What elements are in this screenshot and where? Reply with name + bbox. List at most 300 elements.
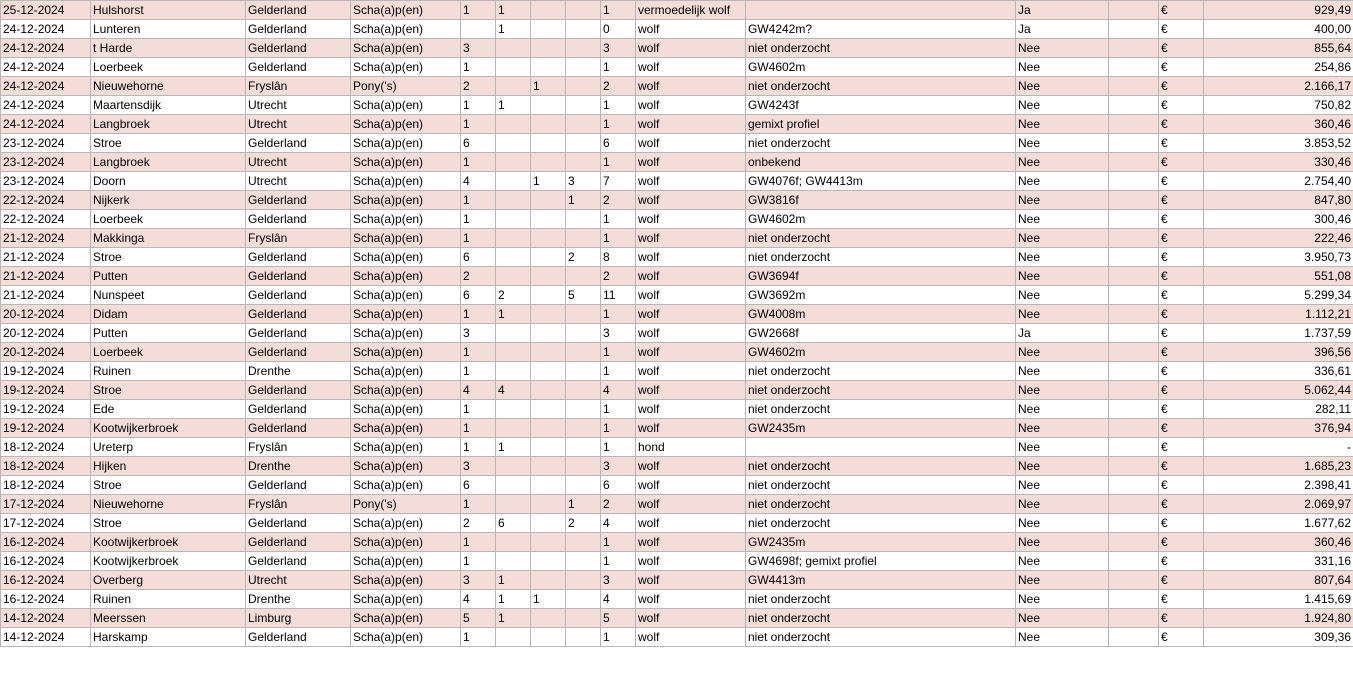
cell-n3[interactable] — [531, 39, 566, 58]
cell-n4[interactable] — [566, 400, 601, 419]
cell-total[interactable]: 2 — [601, 191, 636, 210]
cell-dna[interactable]: GW4602m — [746, 58, 1016, 77]
cell-date[interactable]: 19-12-2024 — [1, 400, 91, 419]
cell-n1[interactable]: 1 — [461, 362, 496, 381]
cell-n1[interactable]: 1 — [461, 153, 496, 172]
table-row[interactable] — [1, 343, 1353, 362]
cell-n2[interactable] — [496, 58, 531, 77]
cell-fence[interactable]: Nee — [1016, 438, 1109, 457]
cell-animal[interactable]: Scha(a)p(en) — [351, 609, 461, 628]
table-row[interactable] — [1, 438, 1353, 457]
cell-n1[interactable]: 3 — [461, 324, 496, 343]
cell-currency[interactable]: € — [1159, 286, 1204, 305]
cell-total[interactable]: 1 — [601, 229, 636, 248]
cell-n3[interactable] — [531, 343, 566, 362]
cell-total[interactable]: 1 — [601, 552, 636, 571]
cell-date[interactable]: 19-12-2024 — [1, 381, 91, 400]
cell-n2[interactable]: 1 — [496, 96, 531, 115]
cell-predator[interactable]: wolf — [636, 628, 746, 647]
cell-currency[interactable]: € — [1159, 628, 1204, 647]
cell-predator[interactable]: wolf — [636, 153, 746, 172]
cell-date[interactable]: 22-12-2024 — [1, 191, 91, 210]
cell-animal[interactable]: Pony('s) — [351, 77, 461, 96]
cell-fence[interactable]: Nee — [1016, 457, 1109, 476]
cell-n2[interactable] — [496, 343, 531, 362]
cell-total[interactable]: 1 — [601, 438, 636, 457]
cell-amount[interactable]: 1.924,80 — [1204, 609, 1353, 628]
cell-n4[interactable] — [566, 210, 601, 229]
cell-n1[interactable]: 1 — [461, 628, 496, 647]
cell-amount[interactable]: 396,56 — [1204, 343, 1353, 362]
cell-n4[interactable] — [566, 267, 601, 286]
table-row[interactable] — [1, 96, 1353, 115]
cell-amount[interactable]: 1.415,69 — [1204, 590, 1353, 609]
cell-date[interactable]: 24-12-2024 — [1, 39, 91, 58]
cell-predator[interactable]: wolf — [636, 514, 746, 533]
cell-total[interactable]: 2 — [601, 77, 636, 96]
cell-n1[interactable]: 1 — [461, 343, 496, 362]
cell-predator[interactable]: wolf — [636, 305, 746, 324]
cell-n4[interactable]: 2 — [566, 248, 601, 267]
cell-place[interactable]: Overberg — [91, 571, 246, 590]
cell-amount[interactable]: 2.754,40 — [1204, 172, 1353, 191]
cell-animal[interactable]: Scha(a)p(en) — [351, 172, 461, 191]
cell-total[interactable]: 6 — [601, 134, 636, 153]
cell-predator[interactable]: wolf — [636, 248, 746, 267]
cell-animal[interactable]: Scha(a)p(en) — [351, 1, 461, 20]
cell-province[interactable]: Limburg — [246, 609, 351, 628]
cell-fence[interactable]: Nee — [1016, 58, 1109, 77]
cell-predator[interactable]: wolf — [636, 381, 746, 400]
cell-place[interactable]: Makkinga — [91, 229, 246, 248]
cell-dna[interactable]: GW4602m — [746, 210, 1016, 229]
cell-amount[interactable]: 360,46 — [1204, 533, 1353, 552]
cell-place[interactable]: Putten — [91, 267, 246, 286]
cell-province[interactable]: Fryslân — [246, 229, 351, 248]
cell-province[interactable]: Utrecht — [246, 96, 351, 115]
cell-date[interactable]: 16-12-2024 — [1, 552, 91, 571]
cell-n3[interactable] — [531, 248, 566, 267]
cell-n3[interactable] — [531, 58, 566, 77]
cell-fence[interactable]: Nee — [1016, 39, 1109, 58]
cell-currency[interactable]: € — [1159, 248, 1204, 267]
cell-fence[interactable]: Ja — [1016, 1, 1109, 20]
cell-province[interactable]: Gelderland — [246, 39, 351, 58]
cell-blank[interactable] — [1109, 20, 1159, 39]
cell-dna[interactable]: niet onderzocht — [746, 134, 1016, 153]
cell-dna[interactable]: GW4602m — [746, 343, 1016, 362]
cell-n3[interactable] — [531, 362, 566, 381]
cell-date[interactable]: 19-12-2024 — [1, 362, 91, 381]
cell-n3[interactable] — [531, 229, 566, 248]
cell-n4[interactable] — [566, 590, 601, 609]
cell-currency[interactable]: € — [1159, 495, 1204, 514]
cell-n1[interactable]: 1 — [461, 419, 496, 438]
cell-province[interactable]: Gelderland — [246, 134, 351, 153]
cell-n4[interactable] — [566, 324, 601, 343]
cell-n2[interactable] — [496, 400, 531, 419]
cell-dna[interactable]: niet onderzocht — [746, 495, 1016, 514]
cell-animal[interactable]: Scha(a)p(en) — [351, 324, 461, 343]
cell-amount[interactable]: 360,46 — [1204, 115, 1353, 134]
cell-animal[interactable]: Scha(a)p(en) — [351, 267, 461, 286]
cell-place[interactable]: Ruinen — [91, 362, 246, 381]
cell-date[interactable]: 21-12-2024 — [1, 286, 91, 305]
cell-place[interactable]: Nunspeet — [91, 286, 246, 305]
cell-n4[interactable] — [566, 77, 601, 96]
cell-fence[interactable]: Nee — [1016, 609, 1109, 628]
cell-date[interactable]: 24-12-2024 — [1, 115, 91, 134]
cell-province[interactable]: Gelderland — [246, 58, 351, 77]
cell-dna[interactable]: GW3694f — [746, 267, 1016, 286]
cell-fence[interactable]: Nee — [1016, 343, 1109, 362]
cell-province[interactable]: Utrecht — [246, 571, 351, 590]
cell-fence[interactable]: Nee — [1016, 476, 1109, 495]
cell-n4[interactable]: 5 — [566, 286, 601, 305]
cell-n3[interactable] — [531, 210, 566, 229]
cell-currency[interactable]: € — [1159, 115, 1204, 134]
cell-n4[interactable] — [566, 20, 601, 39]
cell-province[interactable]: Gelderland — [246, 400, 351, 419]
cell-currency[interactable]: € — [1159, 533, 1204, 552]
cell-date[interactable]: 18-12-2024 — [1, 438, 91, 457]
cell-predator[interactable]: wolf — [636, 229, 746, 248]
cell-total[interactable]: 1 — [601, 305, 636, 324]
cell-place[interactable]: Hijken — [91, 457, 246, 476]
cell-total[interactable]: 1 — [601, 628, 636, 647]
cell-amount[interactable]: 1.677,62 — [1204, 514, 1353, 533]
cell-fence[interactable]: Nee — [1016, 77, 1109, 96]
cell-n1[interactable]: 1 — [461, 96, 496, 115]
cell-province[interactable]: Drenthe — [246, 362, 351, 381]
cell-n1[interactable]: 1 — [461, 229, 496, 248]
cell-fence[interactable]: Nee — [1016, 552, 1109, 571]
cell-amount[interactable]: 807,64 — [1204, 571, 1353, 590]
cell-currency[interactable]: € — [1159, 552, 1204, 571]
table-row[interactable] — [1, 267, 1353, 286]
cell-total[interactable]: 6 — [601, 476, 636, 495]
cell-currency[interactable]: € — [1159, 381, 1204, 400]
cell-n1[interactable]: 5 — [461, 609, 496, 628]
cell-n3[interactable] — [531, 324, 566, 343]
cell-place[interactable]: Lunteren — [91, 20, 246, 39]
cell-fence[interactable]: Ja — [1016, 324, 1109, 343]
cell-predator[interactable]: wolf — [636, 533, 746, 552]
cell-fence[interactable]: Nee — [1016, 286, 1109, 305]
cell-amount[interactable]: 5.062,44 — [1204, 381, 1353, 400]
cell-animal[interactable]: Scha(a)p(en) — [351, 96, 461, 115]
cell-province[interactable]: Gelderland — [246, 552, 351, 571]
cell-date[interactable]: 18-12-2024 — [1, 457, 91, 476]
cell-n4[interactable] — [566, 1, 601, 20]
cell-n4[interactable] — [566, 115, 601, 134]
cell-total[interactable]: 2 — [601, 267, 636, 286]
cell-animal[interactable]: Scha(a)p(en) — [351, 229, 461, 248]
cell-currency[interactable]: € — [1159, 419, 1204, 438]
cell-amount[interactable]: 336,61 — [1204, 362, 1353, 381]
cell-n1[interactable]: 1 — [461, 210, 496, 229]
cell-predator[interactable]: wolf — [636, 191, 746, 210]
cell-n3[interactable] — [531, 571, 566, 590]
cell-total[interactable]: 1 — [601, 362, 636, 381]
cell-total[interactable]: 8 — [601, 248, 636, 267]
cell-fence[interactable]: Nee — [1016, 267, 1109, 286]
table-row[interactable] — [1, 191, 1353, 210]
cell-blank[interactable] — [1109, 1, 1159, 20]
cell-blank[interactable] — [1109, 495, 1159, 514]
cell-n3[interactable] — [531, 134, 566, 153]
cell-n3[interactable] — [531, 419, 566, 438]
cell-blank[interactable] — [1109, 590, 1159, 609]
cell-animal[interactable]: Scha(a)p(en) — [351, 514, 461, 533]
cell-fence[interactable]: Nee — [1016, 590, 1109, 609]
cell-date[interactable]: 21-12-2024 — [1, 267, 91, 286]
cell-amount[interactable]: 282,11 — [1204, 400, 1353, 419]
cell-date[interactable]: 18-12-2024 — [1, 476, 91, 495]
table-row[interactable] — [1, 20, 1353, 39]
cell-n1[interactable]: 1 — [461, 305, 496, 324]
cell-place[interactable]: Doorn — [91, 172, 246, 191]
table-row[interactable] — [1, 115, 1353, 134]
cell-place[interactable]: Nieuwehorne — [91, 495, 246, 514]
cell-place[interactable]: Langbroek — [91, 115, 246, 134]
cell-n1[interactable]: 1 — [461, 495, 496, 514]
cell-animal[interactable]: Scha(a)p(en) — [351, 210, 461, 229]
cell-dna[interactable]: niet onderzocht — [746, 609, 1016, 628]
cell-animal[interactable]: Scha(a)p(en) — [351, 305, 461, 324]
cell-fence[interactable]: Nee — [1016, 400, 1109, 419]
cell-currency[interactable]: € — [1159, 267, 1204, 286]
cell-date[interactable]: 24-12-2024 — [1, 96, 91, 115]
cell-n3[interactable] — [531, 400, 566, 419]
cell-blank[interactable] — [1109, 96, 1159, 115]
cell-blank[interactable] — [1109, 248, 1159, 267]
cell-n1[interactable]: 3 — [461, 39, 496, 58]
cell-predator[interactable]: hond — [636, 438, 746, 457]
cell-dna[interactable]: niet onderzocht — [746, 77, 1016, 96]
cell-place[interactable]: t Harde — [91, 39, 246, 58]
cell-n1[interactable]: 1 — [461, 115, 496, 134]
cell-n1[interactable]: 1 — [461, 58, 496, 77]
table-row[interactable] — [1, 457, 1353, 476]
table-row[interactable] — [1, 39, 1353, 58]
cell-currency[interactable]: € — [1159, 514, 1204, 533]
cell-n4[interactable] — [566, 39, 601, 58]
cell-n2[interactable] — [496, 552, 531, 571]
cell-predator[interactable]: wolf — [636, 39, 746, 58]
cell-n3[interactable] — [531, 628, 566, 647]
cell-n1[interactable]: 2 — [461, 514, 496, 533]
table-row[interactable] — [1, 305, 1353, 324]
cell-date[interactable]: 16-12-2024 — [1, 533, 91, 552]
cell-dna[interactable]: GW4413m — [746, 571, 1016, 590]
cell-province[interactable]: Drenthe — [246, 457, 351, 476]
cell-amount[interactable]: 2.166,17 — [1204, 77, 1353, 96]
cell-predator[interactable]: wolf — [636, 571, 746, 590]
cell-blank[interactable] — [1109, 267, 1159, 286]
cell-n4[interactable] — [566, 552, 601, 571]
cell-total[interactable]: 11 — [601, 286, 636, 305]
cell-fence[interactable]: Nee — [1016, 495, 1109, 514]
cell-blank[interactable] — [1109, 324, 1159, 343]
cell-n3[interactable] — [531, 286, 566, 305]
cell-total[interactable]: 7 — [601, 172, 636, 191]
cell-blank[interactable] — [1109, 115, 1159, 134]
table-row[interactable] — [1, 609, 1353, 628]
cell-total[interactable]: 3 — [601, 39, 636, 58]
cell-amount[interactable]: 331,16 — [1204, 552, 1353, 571]
cell-animal[interactable]: Scha(a)p(en) — [351, 628, 461, 647]
cell-animal[interactable]: Scha(a)p(en) — [351, 533, 461, 552]
cell-n1[interactable]: 3 — [461, 457, 496, 476]
cell-fence[interactable]: Nee — [1016, 514, 1109, 533]
cell-n4[interactable] — [566, 362, 601, 381]
cell-n4[interactable]: 2 — [566, 514, 601, 533]
cell-n4[interactable]: 1 — [566, 191, 601, 210]
cell-n3[interactable] — [531, 514, 566, 533]
cell-n3[interactable] — [531, 381, 566, 400]
cell-province[interactable]: Gelderland — [246, 210, 351, 229]
cell-n2[interactable]: 1 — [496, 438, 531, 457]
cell-dna[interactable]: niet onderzocht — [746, 362, 1016, 381]
cell-predator[interactable]: wolf — [636, 115, 746, 134]
cell-date[interactable]: 24-12-2024 — [1, 20, 91, 39]
cell-date[interactable]: 23-12-2024 — [1, 172, 91, 191]
table-row[interactable] — [1, 229, 1353, 248]
cell-blank[interactable] — [1109, 172, 1159, 191]
cell-amount[interactable]: 3.950,73 — [1204, 248, 1353, 267]
table-row[interactable] — [1, 286, 1353, 305]
cell-province[interactable]: Utrecht — [246, 115, 351, 134]
cell-predator[interactable]: wolf — [636, 20, 746, 39]
cell-n2[interactable]: 1 — [496, 20, 531, 39]
table-row[interactable] — [1, 381, 1353, 400]
cell-n2[interactable] — [496, 628, 531, 647]
cell-currency[interactable]: € — [1159, 343, 1204, 362]
cell-dna[interactable]: gemixt profiel — [746, 115, 1016, 134]
cell-date[interactable]: 23-12-2024 — [1, 153, 91, 172]
cell-date[interactable]: 14-12-2024 — [1, 628, 91, 647]
cell-fence[interactable]: Nee — [1016, 381, 1109, 400]
cell-total[interactable]: 1 — [601, 58, 636, 77]
cell-n1[interactable]: 4 — [461, 172, 496, 191]
cell-n1[interactable]: 2 — [461, 77, 496, 96]
cell-total[interactable]: 4 — [601, 590, 636, 609]
cell-total[interactable]: 4 — [601, 514, 636, 533]
cell-currency[interactable]: € — [1159, 590, 1204, 609]
cell-dna[interactable]: GW4076f; GW4413m — [746, 172, 1016, 191]
cell-n2[interactable] — [496, 39, 531, 58]
cell-n4[interactable] — [566, 419, 601, 438]
cell-n4[interactable] — [566, 343, 601, 362]
cell-currency[interactable]: € — [1159, 457, 1204, 476]
cell-amount[interactable]: 1.112,21 — [1204, 305, 1353, 324]
cell-n2[interactable]: 6 — [496, 514, 531, 533]
cell-amount[interactable]: 929,49 — [1204, 1, 1353, 20]
cell-predator[interactable]: wolf — [636, 58, 746, 77]
cell-n4[interactable] — [566, 58, 601, 77]
cell-fence[interactable]: Nee — [1016, 153, 1109, 172]
cell-total[interactable]: 5 — [601, 609, 636, 628]
cell-n1[interactable] — [461, 20, 496, 39]
cell-n2[interactable]: 1 — [496, 590, 531, 609]
cell-blank[interactable] — [1109, 362, 1159, 381]
cell-place[interactable]: Kootwijkerbroek — [91, 533, 246, 552]
cell-n4[interactable] — [566, 381, 601, 400]
cell-n3[interactable] — [531, 438, 566, 457]
cell-n2[interactable]: 4 — [496, 381, 531, 400]
cell-currency[interactable]: € — [1159, 172, 1204, 191]
cell-date[interactable]: 21-12-2024 — [1, 248, 91, 267]
cell-place[interactable]: Meerssen — [91, 609, 246, 628]
cell-predator[interactable]: wolf — [636, 476, 746, 495]
cell-n2[interactable]: 1 — [496, 1, 531, 20]
cell-n2[interactable] — [496, 210, 531, 229]
cell-n2[interactable]: 2 — [496, 286, 531, 305]
cell-place[interactable]: Stroe — [91, 248, 246, 267]
cell-blank[interactable] — [1109, 229, 1159, 248]
cell-n1[interactable]: 4 — [461, 590, 496, 609]
cell-amount[interactable]: 300,46 — [1204, 210, 1353, 229]
cell-place[interactable]: Loerbeek — [91, 210, 246, 229]
table-row[interactable] — [1, 495, 1353, 514]
cell-place[interactable]: Ureterp — [91, 438, 246, 457]
cell-place[interactable]: Stroe — [91, 476, 246, 495]
cell-blank[interactable] — [1109, 343, 1159, 362]
cell-n1[interactable]: 4 — [461, 381, 496, 400]
table-row[interactable] — [1, 153, 1353, 172]
cell-total[interactable]: 1 — [601, 533, 636, 552]
cell-dna[interactable]: niet onderzocht — [746, 400, 1016, 419]
cell-dna[interactable]: onbekend — [746, 153, 1016, 172]
cell-place[interactable]: Harskamp — [91, 628, 246, 647]
cell-date[interactable]: 24-12-2024 — [1, 58, 91, 77]
cell-total[interactable]: 1 — [601, 1, 636, 20]
cell-date[interactable]: 17-12-2024 — [1, 514, 91, 533]
cell-province[interactable]: Gelderland — [246, 267, 351, 286]
cell-n2[interactable] — [496, 134, 531, 153]
cell-currency[interactable]: € — [1159, 305, 1204, 324]
table-row[interactable] — [1, 476, 1353, 495]
cell-date[interactable]: 23-12-2024 — [1, 134, 91, 153]
cell-currency[interactable]: € — [1159, 20, 1204, 39]
cell-n2[interactable] — [496, 457, 531, 476]
cell-animal[interactable]: Scha(a)p(en) — [351, 476, 461, 495]
cell-place[interactable]: Stroe — [91, 134, 246, 153]
cell-province[interactable]: Gelderland — [246, 324, 351, 343]
cell-total[interactable]: 3 — [601, 571, 636, 590]
cell-amount[interactable]: 309,36 — [1204, 628, 1353, 647]
cell-province[interactable]: Gelderland — [246, 286, 351, 305]
cell-n4[interactable] — [566, 96, 601, 115]
table-row[interactable] — [1, 324, 1353, 343]
cell-n2[interactable] — [496, 248, 531, 267]
cell-n3[interactable] — [531, 495, 566, 514]
cell-place[interactable]: Stroe — [91, 514, 246, 533]
cell-province[interactable]: Utrecht — [246, 172, 351, 191]
table-row[interactable] — [1, 400, 1353, 419]
cell-fence[interactable]: Nee — [1016, 362, 1109, 381]
cell-n4[interactable] — [566, 628, 601, 647]
cell-n2[interactable] — [496, 115, 531, 134]
cell-fence[interactable]: Nee — [1016, 571, 1109, 590]
cell-n4[interactable] — [566, 134, 601, 153]
cell-blank[interactable] — [1109, 191, 1159, 210]
cell-blank[interactable] — [1109, 134, 1159, 153]
cell-n2[interactable]: 1 — [496, 609, 531, 628]
cell-province[interactable]: Gelderland — [246, 419, 351, 438]
cell-blank[interactable] — [1109, 457, 1159, 476]
